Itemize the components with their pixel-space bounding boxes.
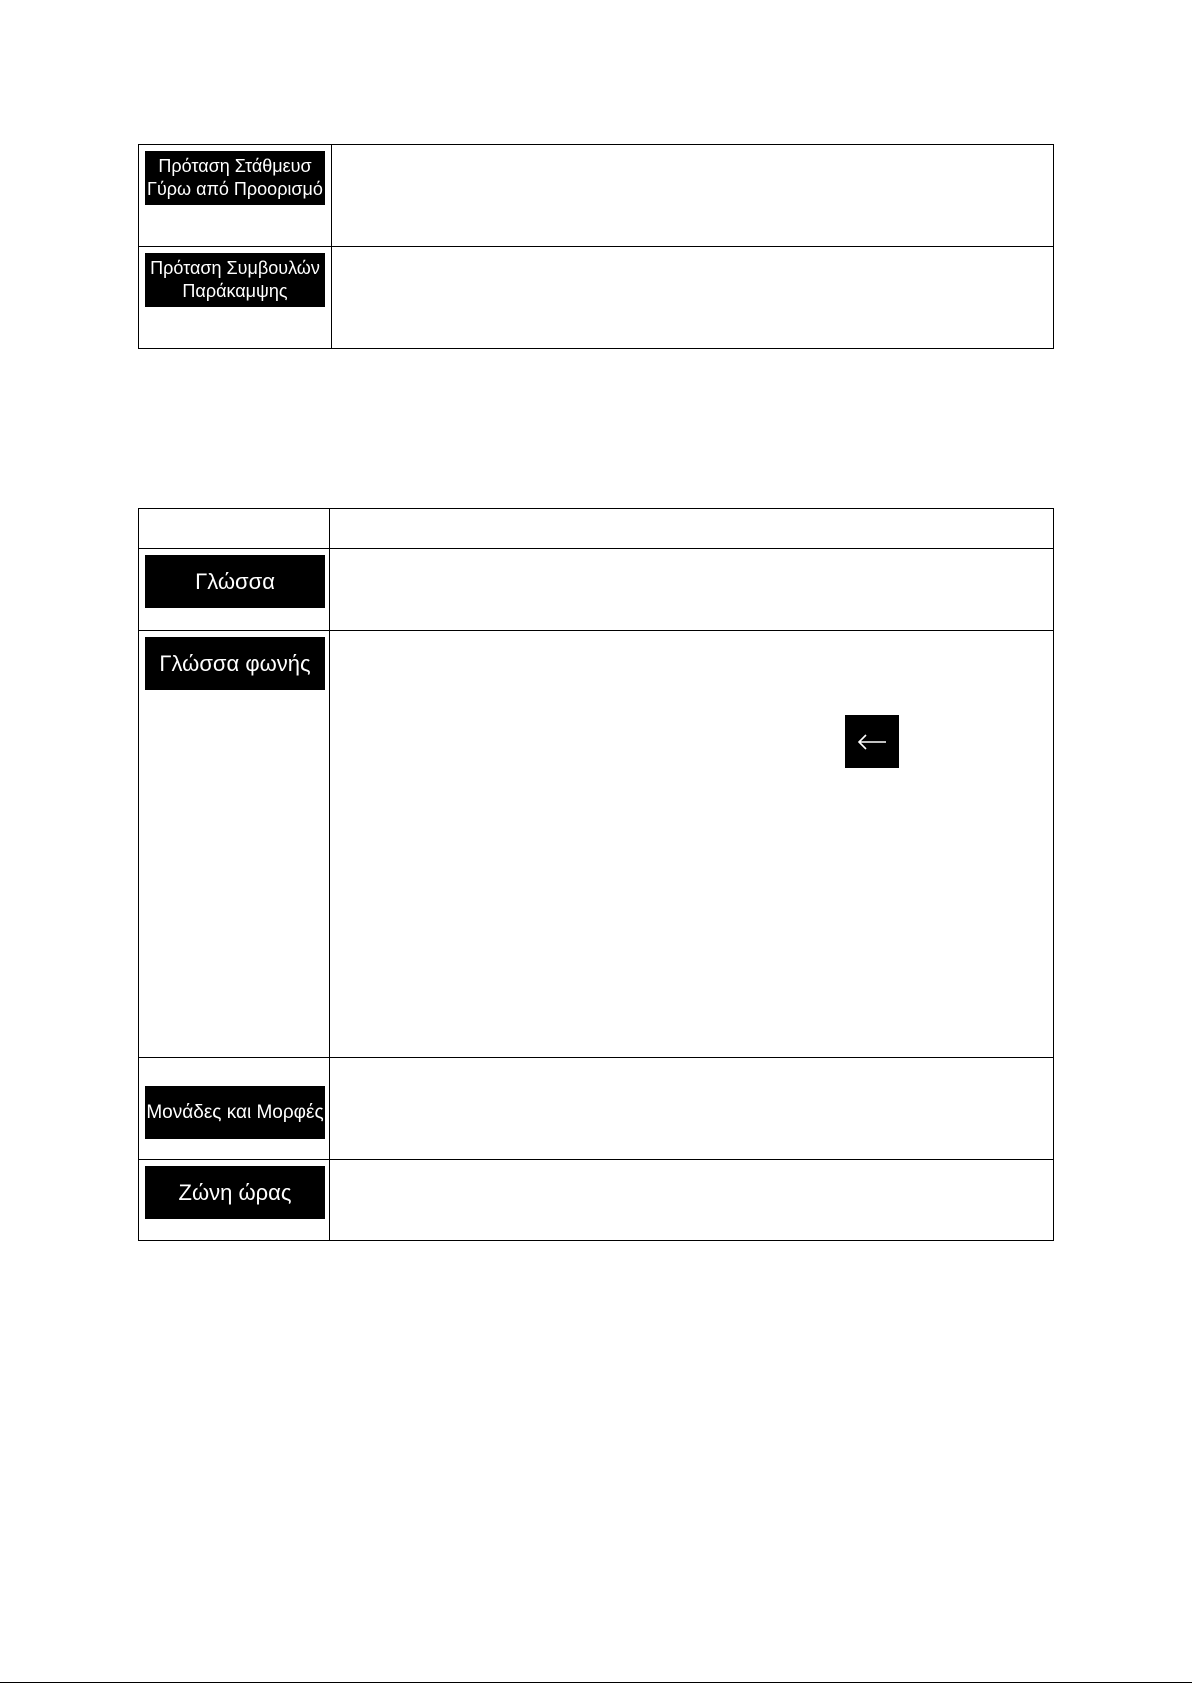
time-zone-button[interactable]: Ζώνη ώρας	[145, 1166, 325, 1219]
settings-table-regional	[138, 508, 1054, 1241]
description-cell	[330, 1160, 1054, 1241]
button-label-line-2: Παράκαμψης	[182, 281, 288, 301]
language-button[interactable]: Γλώσσα	[145, 555, 325, 608]
header-cell	[139, 509, 330, 549]
description-cell	[332, 145, 1054, 247]
label-cell	[139, 1160, 330, 1241]
page-footer-rule	[0, 1682, 1192, 1683]
back-arrow-glyph	[857, 734, 887, 750]
table-row	[139, 145, 1054, 247]
table-row	[139, 247, 1054, 349]
table-row	[139, 631, 1054, 1058]
label-cell	[139, 631, 330, 1058]
button-label-line-1: Πρόταση Στάθμευσ	[158, 156, 312, 176]
header-cell	[330, 509, 1054, 549]
label-cell	[139, 247, 332, 349]
description-cell	[330, 631, 1054, 1058]
button-label-line-2: Γύρω από Προορισμό	[147, 179, 323, 199]
description-cell	[330, 549, 1054, 631]
parking-suggestion-button[interactable]	[145, 151, 325, 205]
table-header-row	[139, 509, 1054, 549]
settings-table-route	[138, 144, 1054, 349]
label-cell	[139, 549, 330, 631]
back-arrow-icon[interactable]	[845, 715, 899, 768]
voice-language-button[interactable]: Γλώσσα φωνής	[145, 637, 325, 690]
description-cell	[332, 247, 1054, 349]
label-cell	[139, 1058, 330, 1160]
table-row	[139, 1160, 1054, 1241]
table-row	[139, 549, 1054, 631]
button-label-line-1: Πρόταση Συμβουλών	[150, 258, 320, 278]
units-formats-button[interactable]: Μονάδες και Μορφές	[145, 1086, 325, 1139]
detour-tips-button[interactable]	[145, 253, 325, 307]
label-cell	[139, 145, 332, 247]
table-row	[139, 1058, 1054, 1160]
description-cell	[330, 1058, 1054, 1160]
